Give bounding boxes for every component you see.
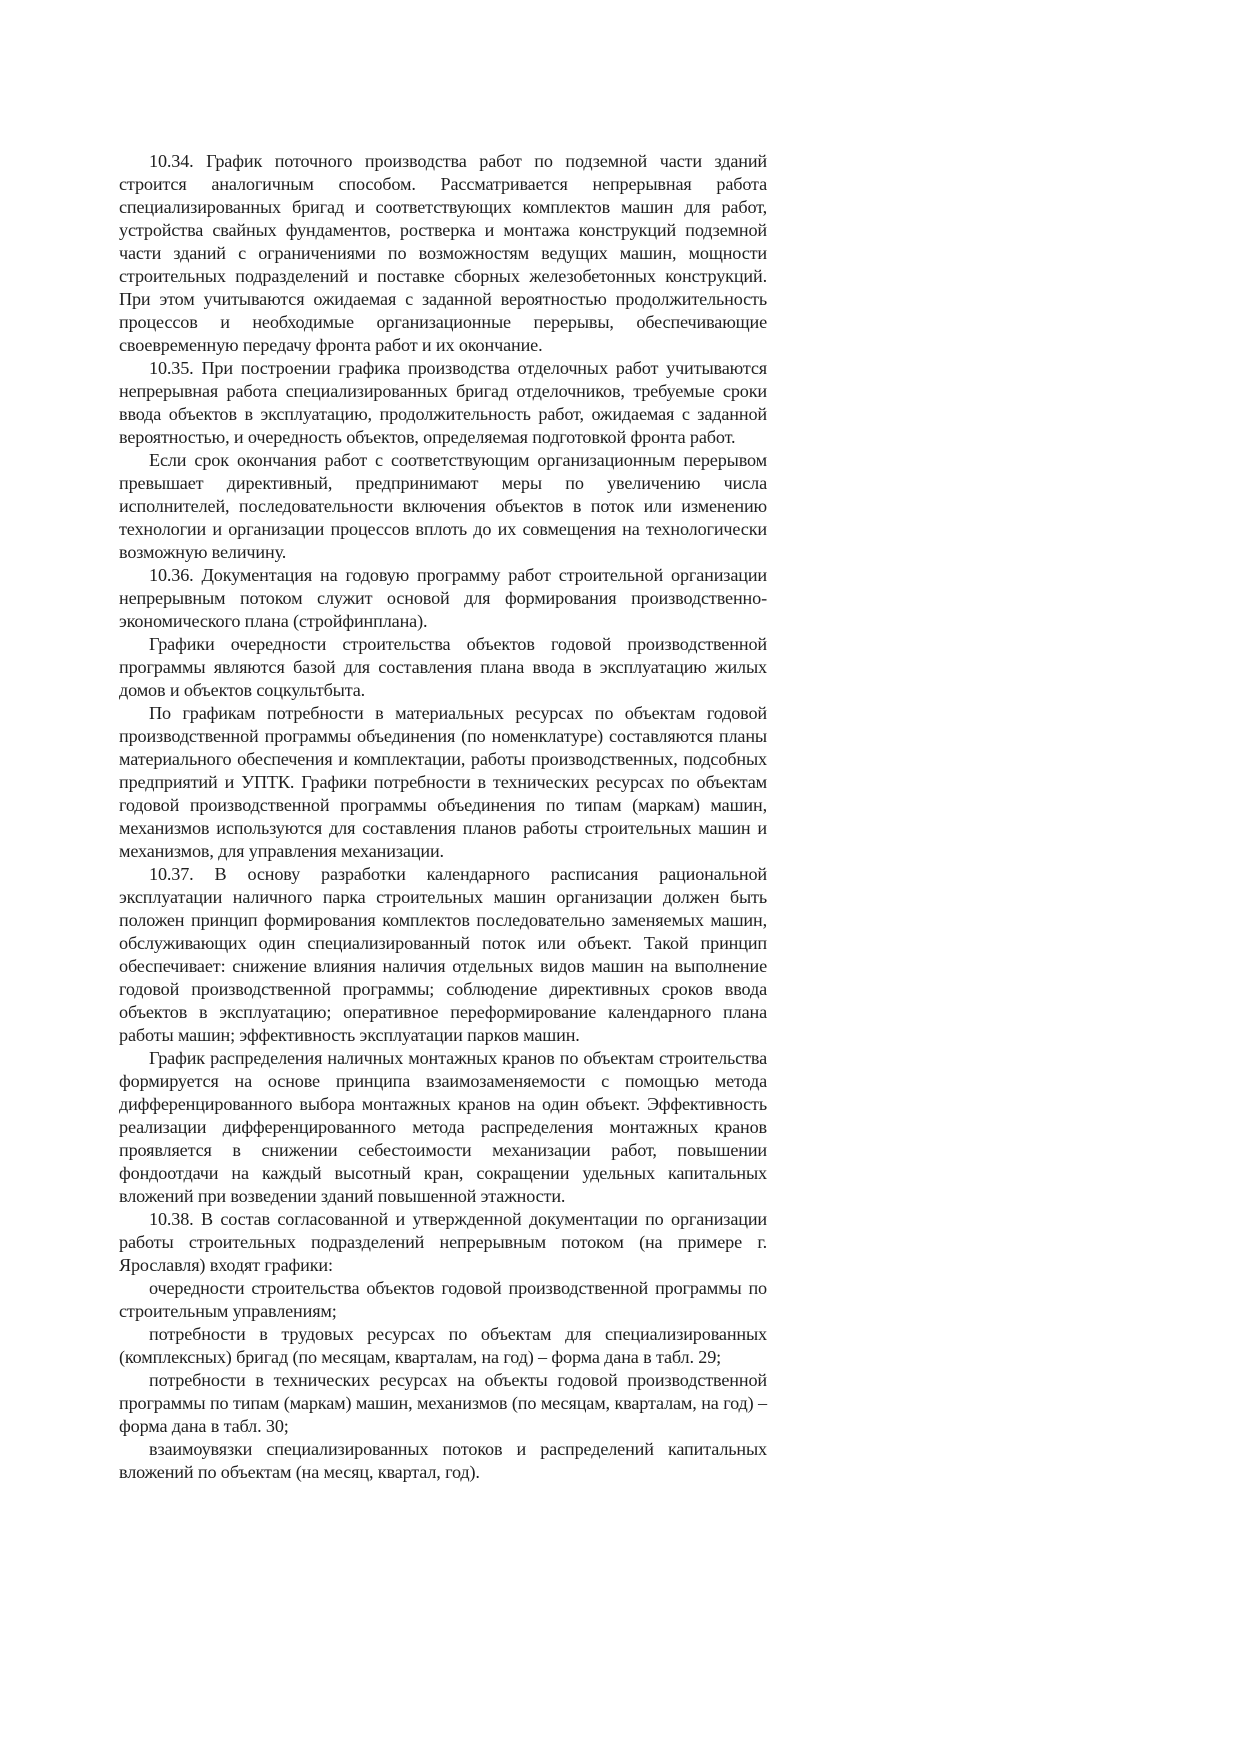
paragraph-10-36: 10.36. Документация на годовую программу работ строительной организации непрерывным потоком служит основой для формирования производственно-экономического плана (стройфинплана). bbox=[119, 565, 767, 631]
list-item-labor-resources: потребности в трудовых ресурсах по объектам для специализированных (комплексных) бригад (по месяцам, кварталам, на год) – форма дана в табл. 29; bbox=[119, 1324, 767, 1367]
paragraph-crane-distribution: График распределения наличных монтажных кранов по объектам строительства формируется на основе принципа взаимозаменяемости с помощью метода дифференцированного выбора монтажных кранов на один объект. Эффективность реализации дифференцированного метода распределения монтажных кранов проявляется в снижении себестоимости механизации работ, повышении фондоотдачи на каждый высотный кран, сокращении удельных капитальных вложений при возведении зданий повышенной этажности. bbox=[119, 1048, 767, 1206]
list-item-technical-resources: потребности в технических ресурсах на объекты годовой производственной программы по типам (маркам) машин, механизмов (по месяцам, кварталам, на год) – форма дана в табл. 30; bbox=[119, 1370, 767, 1436]
paragraph-resource-schedules: По графикам потребности в материальных ресурсах по объектам годовой производственной программы объединения (по номенклатуре) составляются планы материального обеспечения и комплектации, работы производственных, подсобных предприятий и УПТК. Графики потребности в технических ресурсах по объектам годовой производственной программы объединения по типам (маркам) машин, механизмов используются для составления планов работы строительных машин и механизмов, для управления механизации. bbox=[119, 703, 767, 861]
list-item-construction-sequence: очередности строительства объектов годовой производственной программы по строительным управлениям; bbox=[119, 1278, 767, 1321]
paragraph-deadline-measures: Если срок окончания работ с соответствующим организационным перерывом превышает директивный, предпринимают меры по увеличению числа исполнителей, последовательности включения объектов в поток или изменению технологии и организации процессов вплоть до их совмещения на технологически возможную величину. bbox=[119, 450, 767, 562]
paragraph-10-35: 10.35. При построении графика производства отделочных работ учитываются непрерывная работа специализированных бригад отделочников, требуемые сроки ввода объектов в эксплуатацию, продолжительность работ, ожидаемая с заданной вероятностью, и очередность объектов, определяемая подготовкой фронта работ. bbox=[119, 358, 767, 447]
paragraph-10-38: 10.38. В состав согласованной и утвержденной документации по организации работы строительных подразделений непрерывным потоком (на примере г. Ярославля) входят графики: bbox=[119, 1209, 767, 1275]
paragraph-sequence-schedules: Графики очередности строительства объектов годовой производственной программы являются базой для составления плана ввода в эксплуатацию жилых домов и объектов соцкультбыта. bbox=[119, 634, 767, 700]
document-page bbox=[119, 150, 767, 1484]
list-item-flow-coordination: взаимоувязки специализированных потоков и распределений капитальных вложений по объектам (на месяц, квартал, год). bbox=[119, 1439, 767, 1482]
paragraph-10-34: 10.34. График поточного производства работ по подземной части зданий строится аналогичным способом. Рассматривается непрерывная работа специализированных бригад и соответствующих комплектов машин для работ, устройства свайных фундаментов, ростверка и монтажа конструкций подземной части зданий с ограничениями по возможностям ведущих машин, мощности строительных подразделений и поставке сборных железобетонных конструкций. При этом учитываются ожидаемая с заданной вероятностью продолжительность процессов и необходимые организационные перерывы, обеспечивающие своевременную передачу фронта работ и их окончание. bbox=[119, 151, 767, 355]
paragraph-10-37: 10.37. В основу разработки календарного расписания рациональной эксплуатации наличного парка строительных машин организации должен быть положен принцип формирования комплектов последовательно заменяемых машин, обслуживающих один специализированный поток или объект. Такой принцип обеспечивает: снижение влияния наличия отдельных видов машин на выполнение годовой производственной программы; соблюдение директивных сроков ввода объектов в эксплуатацию; оперативное переформирование календарного плана работы машин; эффективность эксплуатации парков машин. bbox=[119, 864, 767, 1045]
